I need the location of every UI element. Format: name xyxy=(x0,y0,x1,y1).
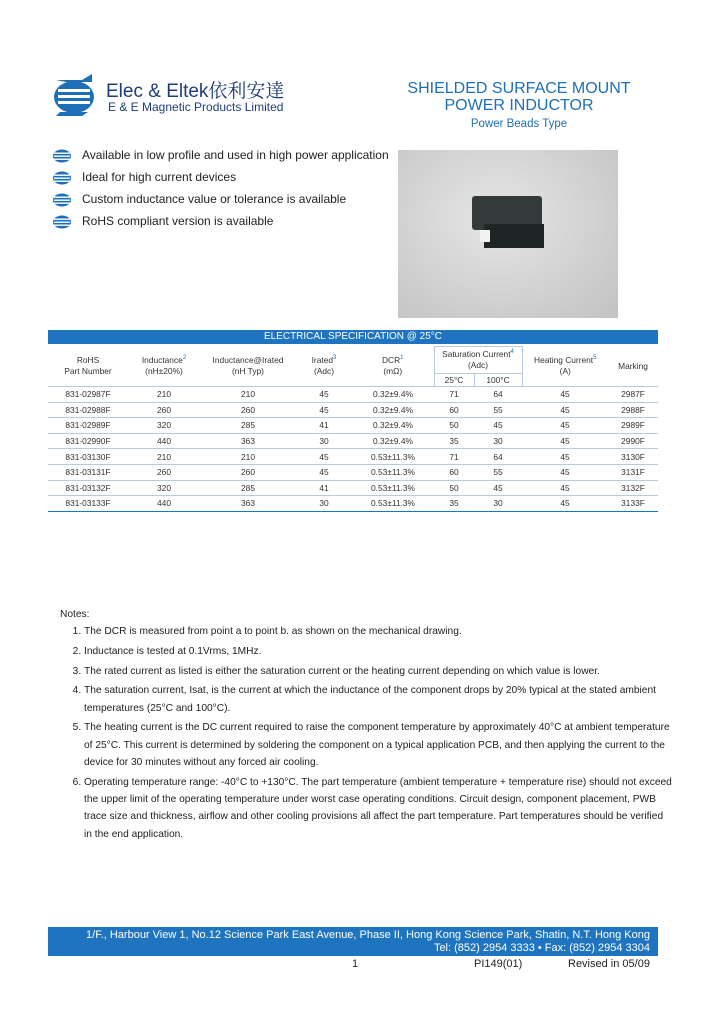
feature-list xyxy=(52,144,389,232)
table-row: 831-03131F 260 260 45 0.53±11.3% 60 55 45 3131F xyxy=(48,464,658,480)
notes-title: Notes: xyxy=(60,609,90,620)
page-number: 1 xyxy=(352,958,359,970)
page-subtitle: Power Beads Type xyxy=(470,118,568,130)
feature-text: Custom inductance value or tolerance is available xyxy=(82,192,347,206)
product-photo xyxy=(398,150,618,318)
footer-address: 1/F., Harbour View 1, No.12 Science Park East Avenue, Phase II, Hong Kong Science Park, Shatin, N.T. Hong Kong xyxy=(86,929,650,941)
footer-contact: Tel: (852) 2954 3333 • Fax: (852) 2954 3304 xyxy=(433,942,650,954)
col-header-sat-100: 100°C xyxy=(474,374,522,387)
footer-bar xyxy=(48,927,658,956)
col-header-sat-25: 25°C xyxy=(434,374,474,387)
spec-table xyxy=(48,346,658,512)
table-row: 831-03130F 210 210 45 0.53±11.3% 71 64 45 3130F xyxy=(48,449,658,465)
note-item: 1. The DCR is measured from point a to point b. as shown on the mechanical drawing. xyxy=(84,623,672,640)
feature-item xyxy=(52,144,389,166)
notes-list xyxy=(60,623,672,843)
note-item: 4. The saturation current, Isat, is the current at which the inductance of the component drops by 20% typical at the stated ambient temperatures (25°C and 100°C). xyxy=(84,682,672,717)
col-header-part: RoHS Part Number xyxy=(64,355,112,377)
note-item: 6. Operating temperature range: -40°C to +130°C. The part temperature (ambient temperature + temperature rise) should not exceed the upper limit of the operating temperature under worst case operating conditions. Circuit design, component placement, PWB trace size and thickness, airflow and other cooling provisions all affect the part temperature. Part temperatures should be verified in the end application. xyxy=(84,774,672,843)
table-row: 831-03132F 320 285 41 0.53±11.3% 50 45 45 3132F xyxy=(48,480,658,496)
note-item: 3. The rated current as listed is either the saturation current or the heating current depending on which value is lower. xyxy=(84,663,672,680)
inductor-terminal xyxy=(480,230,490,242)
table-row: 831-02989F 320 285 41 0.32±9.4% 50 45 45 2989F xyxy=(48,418,658,434)
notes-section xyxy=(60,609,672,846)
feature-text: Ideal for high current devices xyxy=(82,170,237,184)
title-line-2: POWER INDUCTOR xyxy=(444,97,594,114)
col-header-dcr: DCR$^1$ (mΩ) xyxy=(382,355,404,377)
document-code: PI149(01) xyxy=(474,958,523,970)
company-logo-icon xyxy=(52,72,98,118)
brand-name: Elec & Eltek依利安達 xyxy=(106,81,285,102)
feature-item xyxy=(52,166,389,188)
note-item: 5. The heating current is the DC current required to raise the component temperature by approximately 40°C at ambient temperature of 25°C. This current is determined by soldering the component on a typical application PCB, and then applying the current to the device for 30 minutes without any forced air cooling. xyxy=(84,719,672,771)
feature-text: RoHS compliant version is available xyxy=(82,214,274,228)
table-row: 831-02988F 260 260 45 0.32±9.4% 60 55 45 2988F xyxy=(48,402,658,418)
col-header-marking: Marking xyxy=(618,360,648,371)
col-header-saturation: Saturation Current$^4$ (Adc) xyxy=(434,347,522,374)
spec-table-heading: ELECTRICAL SPECIFICATION @ 25°C xyxy=(48,330,658,344)
table-row: 831-02987F 210 210 45 0.32±9.4% 71 64 45 2987F xyxy=(48,387,658,403)
feature-item xyxy=(52,188,389,210)
bullet-logo-icon xyxy=(52,170,72,185)
inductor-front xyxy=(484,224,544,248)
col-header-inductance: Inductance$^2$ (nH±20%) xyxy=(141,355,187,377)
title-line-1: SHIELDED SURFACE MOUNT xyxy=(407,80,631,97)
feature-text: Available in low profile and used in high power application xyxy=(82,148,389,162)
bullet-logo-icon xyxy=(52,214,72,229)
note-item: 2. Inductance is tested at 0.1Vrms, 1MHz. xyxy=(84,643,672,660)
table-row: 831-02990F 440 363 30 0.32±9.4% 35 30 45 2990F xyxy=(48,433,658,449)
brand-subtitle: E & E Magnetic Products Limited xyxy=(108,100,284,114)
revision-date: Revised in 05/09 xyxy=(568,958,650,970)
bullet-logo-icon xyxy=(52,148,72,163)
col-header-heating: Heating Current$^5$ (A) xyxy=(534,355,597,377)
col-header-inductance-irated: Inductance@Irated (nH Typ) xyxy=(212,355,284,377)
feature-item xyxy=(52,210,389,232)
bullet-logo-icon xyxy=(52,192,72,207)
table-row: 831-03133F 440 363 30 0.53±11.3% 35 30 45 3133F xyxy=(48,496,658,512)
page-title xyxy=(390,80,648,114)
col-header-irated: Irated$^3$ (Adc) xyxy=(311,355,337,377)
